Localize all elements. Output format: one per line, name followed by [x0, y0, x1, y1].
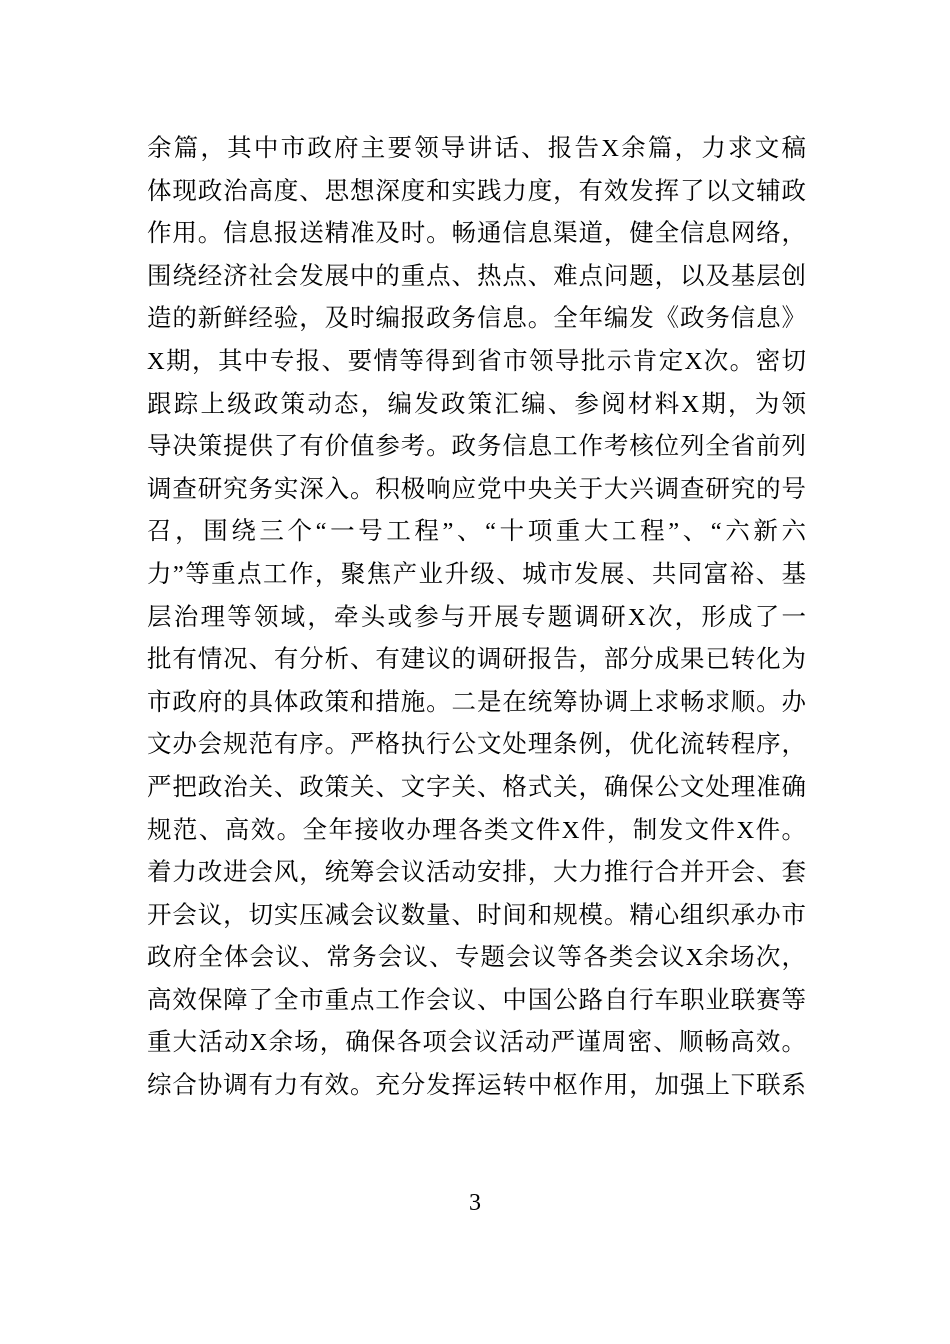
text-line: 围绕经济社会发展中的重点、热点、难点问题，以及基层创 — [147, 262, 806, 290]
text-line: 重大活动X余场，确保各项会议活动严谨周密、顺畅高效。 — [147, 1029, 806, 1057]
text-line: 作用。信息报送精准及时。畅通信息渠道，健全信息网络， — [147, 220, 806, 248]
text-line: 调查研究务实深入。积极响应党中央关于大兴调查研究的号 — [147, 475, 806, 503]
text-line: 高效保障了全市重点工作会议、中国公路自行车职业联赛等 — [147, 986, 806, 1014]
text-line: 严把政治关、政策关、文字关、格式关，确保公文处理准确 — [147, 773, 806, 801]
text-line: 着力改进会风，统筹会议活动安排，大力推行合并开会、套 — [147, 859, 806, 887]
text-line: 力”等重点工作，聚焦产业升级、城市发展、共同富裕、基 — [147, 560, 806, 588]
document-body — [147, 128, 806, 1108]
text-line: 召，围绕三个“一号工程”、“十项重大工程”、“六新六 — [147, 518, 806, 546]
text-line: 层治理等领域，牵头或参与开展专题调研X次，形成了一 — [147, 603, 806, 631]
text-line: 批有情况、有分析、有建议的调研报告，部分成果已转化为 — [147, 646, 806, 674]
text-line: X期，其中专报、要情等得到省市领导批示肯定X次。密切 — [147, 347, 806, 375]
text-line: 跟踪上级政策动态，编发政策汇编、参阅材料X期，为领 — [147, 390, 806, 418]
text-line: 文办会规范有序。严格执行公文处理条例，优化流转程序， — [147, 731, 806, 759]
text-line: 综合协调有力有效。充分发挥运转中枢作用，加强上下联系 — [147, 1072, 806, 1100]
text-line: 规范、高效。全年接收办理各类文件X件，制发文件X件。 — [147, 816, 806, 844]
text-line: 市政府的具体政策和措施。二是在统筹协调上求畅求顺。办 — [147, 688, 806, 716]
text-line: 体现政治高度、思想深度和实践力度，有效发挥了以文辅政 — [147, 177, 806, 205]
page-number: 3 — [469, 1190, 481, 1216]
text-line: 余篇，其中市政府主要领导讲话、报告X余篇，力求文稿 — [147, 135, 806, 162]
text-line: 政府全体会议、常务会议、专题会议等各类会议X余场次， — [147, 944, 806, 972]
text-line: 开会议，切实压减会议数量、时间和规模。精心组织承办市 — [147, 901, 806, 929]
text-line: 造的新鲜经验，及时编报政务信息。全年编发《政务信息》 — [147, 305, 806, 333]
text-line: 导决策提供了有价值参考。政务信息工作考核位列全省前列 — [147, 433, 806, 461]
